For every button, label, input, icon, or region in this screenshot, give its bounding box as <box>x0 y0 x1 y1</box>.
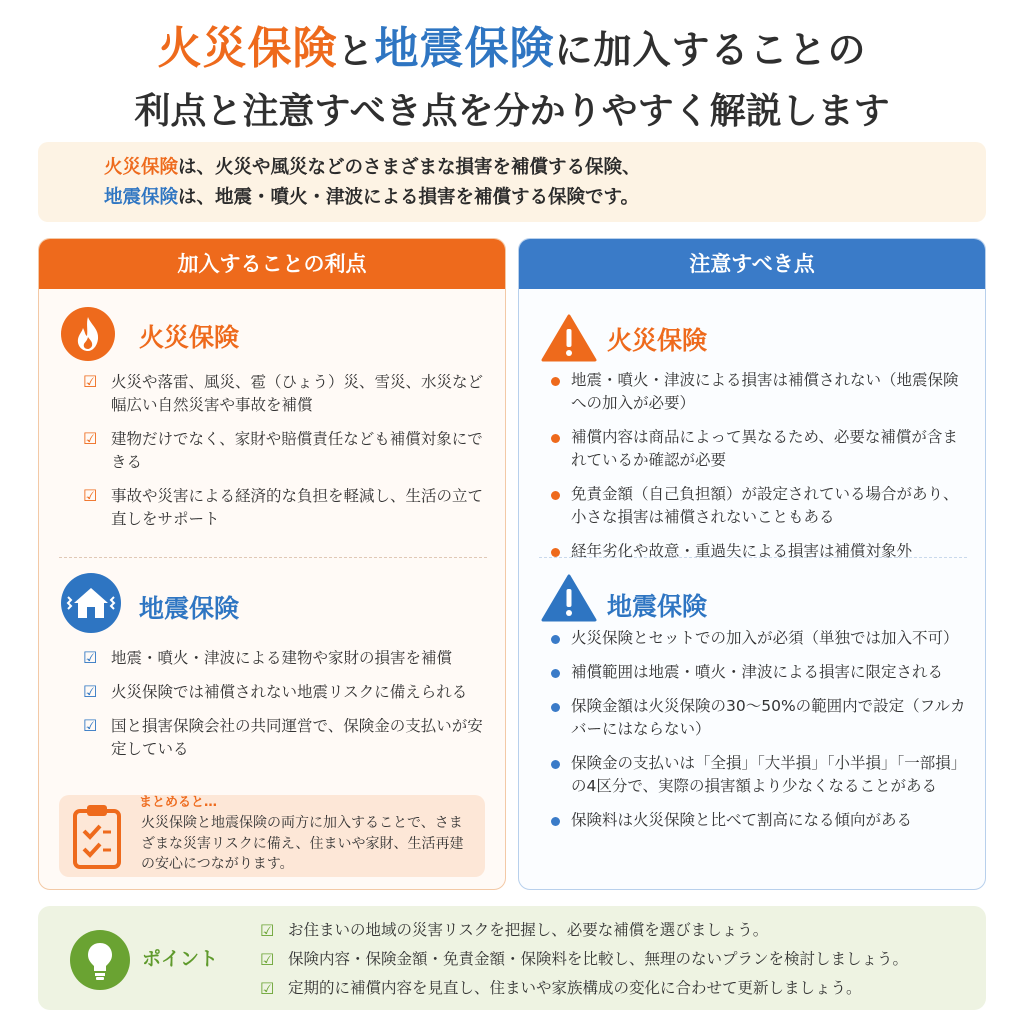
list-item: ☑ 国と損害保険会社の共同運営で、保険金の支払いが安定している <box>83 716 483 758</box>
list-item: ☑ 建物だけでなく、家財や賠償責任なども補償対象にできる <box>83 429 483 471</box>
list-item: 保険金の支払いは「全損」「大半損」「小半損」「一部損」の4区分で、実際の損害額より少なくなることがある <box>549 752 969 798</box>
cautions-panel <box>518 238 986 890</box>
checkbox-icon: ☑ <box>83 716 98 735</box>
list-item: ☑ お住まいの地域の災害リスクを把握し、必要な補償を選びましょう。 <box>260 916 908 945</box>
checkbox-icon: ☑ <box>83 429 98 448</box>
intro-box <box>38 142 986 222</box>
point-label: ポイント <box>142 948 219 970</box>
bullet-icon <box>551 817 560 826</box>
list-item: ☑ 定期的に補償内容を見直し、住まいや家族構成の変化に合わせて更新しましょう。 <box>260 974 908 1003</box>
intro-line-1 <box>104 153 986 183</box>
warning-triangle-icon <box>541 313 597 363</box>
point-box <box>38 906 986 1010</box>
section-divider <box>539 557 967 558</box>
benefits-quake-icon <box>61 573 121 633</box>
list-item: ☑ 火災保険では補償されない地震リスクに備えられる <box>83 682 468 701</box>
bullet-icon <box>551 377 560 386</box>
intro-fire-term: 火災保険 <box>104 157 179 178</box>
warning-triangle-icon <box>541 573 597 623</box>
clipboard-check-icon <box>67 801 127 873</box>
flame-icon <box>61 307 115 361</box>
checkbox-icon: ☑ <box>83 648 98 667</box>
list-item: 経年劣化や故意・重過失による損害は補償対象外 <box>549 540 969 563</box>
benefits-fire-title: 火災保険 <box>139 323 240 352</box>
checkbox-icon: ☑ <box>260 950 275 969</box>
bullet-icon <box>551 434 560 443</box>
summary-text: 火災保険と地震保険の両方に加入することで、さまざまな災害リスクに備え、住まいや家財、生活再建の安心につながります。 <box>141 815 464 872</box>
section-divider <box>59 557 487 558</box>
list-item: 火災保険とセットでの加入が必須（単独では加入不可） <box>549 627 969 650</box>
bullet-icon <box>551 703 560 712</box>
title-quake-term: 地震保険 <box>374 23 555 74</box>
checkbox-icon: ☑ <box>260 979 275 998</box>
benefits-header: 加入することの利点 <box>39 239 505 289</box>
title-rest: に加入することの <box>554 28 867 72</box>
title-line-2: 利点と注意すべき点を分かりやすく解説します <box>134 91 890 132</box>
checkbox-icon: ☑ <box>83 372 98 391</box>
title-line-1 <box>0 18 1024 83</box>
summary-label: まとめると… <box>139 795 218 810</box>
intro-quake-term: 地震保険 <box>104 187 179 208</box>
cautions-fire-list <box>549 369 969 574</box>
list-item: ☑ 事故や災害による経済的な負担を軽減し、生活の立て直しをサポート <box>83 486 484 528</box>
list-item: ☑ 地震・噴火・津波による建物や家財の損害を補償 <box>83 648 453 667</box>
checkbox-icon: ☑ <box>83 486 98 505</box>
benefits-panel <box>38 238 506 890</box>
intro-line-2 <box>104 183 986 213</box>
list-item: ☑ 火災や落雷、風災、雹（ひょう）災、雪災、水災など幅広い自然災害や事故を補償 <box>83 372 484 414</box>
bullet-icon <box>551 635 560 644</box>
bullet-icon <box>551 760 560 769</box>
list-item: 補償範囲は地震・噴火・津波による損害に限定される <box>549 661 969 684</box>
page-title <box>0 18 1024 139</box>
point-list <box>260 916 908 1003</box>
benefits-fire-list <box>83 371 493 542</box>
list-item: ☑ 保険内容・保険金額・免責金額・保険料を比較し、無理のないプランを検討しましょう。 <box>260 945 908 974</box>
cautions-header: 注意すべき点 <box>519 239 985 289</box>
benefits-quake-title: 地震保険 <box>139 594 240 623</box>
intro-quake-text: は、地震・噴火・津波による損害を補償する保険です。 <box>178 187 640 208</box>
title-connector: と <box>337 31 375 72</box>
cautions-quake-title: 地震保険 <box>607 592 708 621</box>
bullet-icon <box>551 669 560 678</box>
bullet-icon <box>551 548 560 557</box>
summary-box <box>59 795 485 877</box>
list-item: 地震・噴火・津波による損害は補償されない（地震保険への加入が必要） <box>549 369 969 415</box>
intro-fire-text: は、火災や風災などのさまざまな損害を補償する保険、 <box>178 157 641 178</box>
cautions-fire-title: 火災保険 <box>607 326 708 355</box>
checkbox-icon: ☑ <box>260 921 275 940</box>
house-icon <box>61 573 121 633</box>
list-item: 補償内容は商品によって異なるため、必要な補償が含まれているか確認が必要 <box>549 426 969 472</box>
list-item: 保険金額は火災保険の30～50%の範囲内で設定（フルカバーにはならない） <box>549 695 969 741</box>
benefits-quake-list <box>83 647 493 772</box>
benefits-fire-icon <box>61 307 115 361</box>
lightbulb-icon <box>70 930 130 990</box>
list-item: 免責金額（自己負担額）が設定されている場合があり、小さな損害は補償されないこともある <box>549 483 969 529</box>
title-fire-term: 火災保険 <box>157 23 338 74</box>
checkbox-icon: ☑ <box>83 682 98 701</box>
bullet-icon <box>551 491 560 500</box>
list-item: 保険料は火災保険と比べて割高になる傾向がある <box>549 809 969 832</box>
cautions-quake-list <box>549 627 969 843</box>
